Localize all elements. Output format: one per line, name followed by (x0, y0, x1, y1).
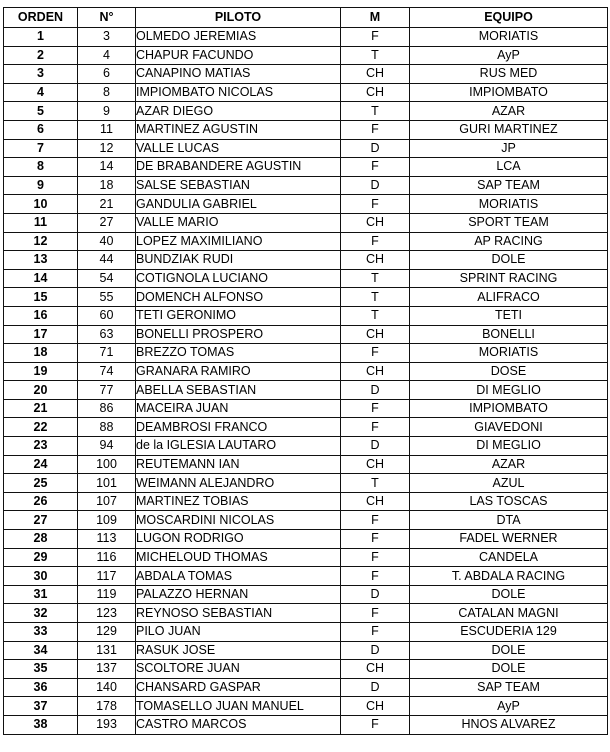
header-row (4, 8, 608, 28)
cell-num: 86 (78, 399, 136, 418)
cell-piloto: MACEIRA JUAN (136, 399, 341, 418)
cell-equipo: CANDELA (410, 548, 608, 567)
cell-equipo: HNOS ALVAREZ (410, 715, 608, 734)
cell-orden: 34 (4, 641, 78, 660)
cell-m: CH (341, 455, 410, 474)
table-row (4, 437, 608, 456)
cell-m: F (341, 623, 410, 642)
cell-orden: 14 (4, 269, 78, 288)
cell-m: F (341, 715, 410, 734)
cell-piloto: ABELLA SEBASTIAN (136, 381, 341, 400)
cell-orden: 35 (4, 660, 78, 679)
cell-m: CH (341, 697, 410, 716)
table-row (4, 195, 608, 214)
cell-num: 140 (78, 678, 136, 697)
cell-m: F (341, 567, 410, 586)
cell-m: CH (341, 325, 410, 344)
cell-equipo: AP RACING (410, 232, 608, 251)
table-row (4, 381, 608, 400)
cell-orden: 2 (4, 46, 78, 65)
cell-equipo: DOLE (410, 251, 608, 270)
cell-num: 40 (78, 232, 136, 251)
header-piloto: PILOTO (136, 8, 341, 28)
cell-equipo: MORIATIS (410, 344, 608, 363)
cell-equipo: ALIFRACO (410, 288, 608, 307)
cell-m: T (341, 102, 410, 121)
cell-m: D (341, 381, 410, 400)
cell-equipo: LCA (410, 158, 608, 177)
cell-orden: 29 (4, 548, 78, 567)
table-row (4, 176, 608, 195)
cell-equipo: DI MEGLIO (410, 381, 608, 400)
cell-orden: 25 (4, 474, 78, 493)
table-row (4, 492, 608, 511)
cell-m: F (341, 548, 410, 567)
cell-orden: 30 (4, 567, 78, 586)
table-row (4, 530, 608, 549)
cell-orden: 33 (4, 623, 78, 642)
table-row (4, 585, 608, 604)
cell-num: 4 (78, 46, 136, 65)
cell-m: D (341, 585, 410, 604)
cell-num: 44 (78, 251, 136, 270)
cell-equipo: GURI MARTINEZ (410, 120, 608, 139)
cell-equipo: AyP (410, 46, 608, 65)
table-row (4, 213, 608, 232)
cell-num: 100 (78, 455, 136, 474)
cell-equipo: SPORT TEAM (410, 213, 608, 232)
cell-orden: 19 (4, 362, 78, 381)
cell-m: T (341, 269, 410, 288)
cell-piloto: de la IGLESIA LAUTARO (136, 437, 341, 456)
cell-num: 14 (78, 158, 136, 177)
cell-piloto: CHANSARD GASPAR (136, 678, 341, 697)
cell-m: CH (341, 362, 410, 381)
cell-equipo: ESCUDERIA 129 (410, 623, 608, 642)
cell-m: CH (341, 83, 410, 102)
cell-m: F (341, 232, 410, 251)
cell-num: 54 (78, 269, 136, 288)
cell-orden: 31 (4, 585, 78, 604)
cell-m: F (341, 28, 410, 47)
cell-num: 63 (78, 325, 136, 344)
cell-orden: 38 (4, 715, 78, 734)
cell-equipo: AZUL (410, 474, 608, 493)
table-header (4, 8, 608, 28)
cell-piloto: MOSCARDINI NICOLAS (136, 511, 341, 530)
cell-equipo: DOLE (410, 641, 608, 660)
cell-piloto: SCOLTORE JUAN (136, 660, 341, 679)
cell-piloto: LUGON RODRIGO (136, 530, 341, 549)
cell-orden: 21 (4, 399, 78, 418)
table-row (4, 474, 608, 493)
cell-piloto: GRANARA RAMIRO (136, 362, 341, 381)
cell-equipo: FADEL WERNER (410, 530, 608, 549)
cell-orden: 37 (4, 697, 78, 716)
table-row (4, 28, 608, 47)
cell-num: 123 (78, 604, 136, 623)
table-row (4, 418, 608, 437)
cell-orden: 9 (4, 176, 78, 195)
cell-num: 71 (78, 344, 136, 363)
cell-equipo: TETI (410, 306, 608, 325)
cell-num: 137 (78, 660, 136, 679)
cell-orden: 23 (4, 437, 78, 456)
cell-num: 9 (78, 102, 136, 121)
cell-piloto: SALSE SEBASTIAN (136, 176, 341, 195)
cell-num: 3 (78, 28, 136, 47)
cell-orden: 1 (4, 28, 78, 47)
cell-equipo: IMPIOMBATO (410, 83, 608, 102)
table-body (4, 28, 608, 735)
cell-num: 116 (78, 548, 136, 567)
header-orden: ORDEN (4, 8, 78, 28)
cell-num: 60 (78, 306, 136, 325)
table-row (4, 269, 608, 288)
table-row (4, 120, 608, 139)
cell-m: T (341, 288, 410, 307)
table-row (4, 232, 608, 251)
cell-equipo: JP (410, 139, 608, 158)
cell-m: F (341, 511, 410, 530)
table-row (4, 511, 608, 530)
cell-equipo: DI MEGLIO (410, 437, 608, 456)
table-row (4, 623, 608, 642)
cell-m: D (341, 678, 410, 697)
cell-piloto: OLMEDO JEREMIAS (136, 28, 341, 47)
cell-num: 18 (78, 176, 136, 195)
cell-orden: 15 (4, 288, 78, 307)
cell-piloto: CANAPINO MATIAS (136, 65, 341, 84)
table-row (4, 325, 608, 344)
cell-m: D (341, 437, 410, 456)
cell-orden: 27 (4, 511, 78, 530)
cell-equipo: MORIATIS (410, 195, 608, 214)
cell-equipo: GIAVEDONI (410, 418, 608, 437)
cell-orden: 5 (4, 102, 78, 121)
table-row (4, 548, 608, 567)
cell-orden: 10 (4, 195, 78, 214)
cell-orden: 28 (4, 530, 78, 549)
cell-m: CH (341, 660, 410, 679)
cell-num: 94 (78, 437, 136, 456)
cell-m: D (341, 139, 410, 158)
cell-m: CH (341, 65, 410, 84)
cell-m: D (341, 641, 410, 660)
table-row (4, 641, 608, 660)
cell-orden: 20 (4, 381, 78, 400)
cell-m: F (341, 195, 410, 214)
cell-m: F (341, 418, 410, 437)
table-row (4, 46, 608, 65)
cell-equipo: CATALAN MAGNI (410, 604, 608, 623)
cell-orden: 4 (4, 83, 78, 102)
cell-equipo: DOLE (410, 585, 608, 604)
cell-m: CH (341, 213, 410, 232)
cell-num: 74 (78, 362, 136, 381)
table-row (4, 344, 608, 363)
cell-m: CH (341, 492, 410, 511)
cell-num: 6 (78, 65, 136, 84)
cell-num: 21 (78, 195, 136, 214)
cell-equipo: AZAR (410, 102, 608, 121)
cell-piloto: DE BRABANDERE AGUSTIN (136, 158, 341, 177)
cell-equipo: DTA (410, 511, 608, 530)
cell-equipo: SAP TEAM (410, 176, 608, 195)
cell-orden: 32 (4, 604, 78, 623)
cell-orden: 6 (4, 120, 78, 139)
cell-num: 178 (78, 697, 136, 716)
cell-orden: 22 (4, 418, 78, 437)
cell-piloto: REUTEMANN IAN (136, 455, 341, 474)
cell-m: CH (341, 251, 410, 270)
cell-m: F (341, 604, 410, 623)
cell-equipo: SPRINT RACING (410, 269, 608, 288)
cell-orden: 8 (4, 158, 78, 177)
cell-num: 88 (78, 418, 136, 437)
cell-num: 131 (78, 641, 136, 660)
cell-piloto: IMPIOMBATO NICOLAS (136, 83, 341, 102)
cell-orden: 3 (4, 65, 78, 84)
cell-piloto: GANDULIA GABRIEL (136, 195, 341, 214)
cell-orden: 17 (4, 325, 78, 344)
cell-orden: 24 (4, 455, 78, 474)
cell-num: 119 (78, 585, 136, 604)
cell-m: T (341, 306, 410, 325)
cell-num: 193 (78, 715, 136, 734)
cell-orden: 16 (4, 306, 78, 325)
cell-equipo: DOLE (410, 660, 608, 679)
table-row (4, 604, 608, 623)
cell-m: F (341, 158, 410, 177)
cell-piloto: REYNOSO SEBASTIAN (136, 604, 341, 623)
table-row (4, 83, 608, 102)
table-row (4, 362, 608, 381)
cell-num: 129 (78, 623, 136, 642)
table-row (4, 65, 608, 84)
cell-num: 55 (78, 288, 136, 307)
cell-m: D (341, 176, 410, 195)
table-row (4, 567, 608, 586)
cell-piloto: WEIMANN ALEJANDRO (136, 474, 341, 493)
cell-m: F (341, 530, 410, 549)
cell-piloto: ABDALA TOMAS (136, 567, 341, 586)
table-row (4, 102, 608, 121)
cell-piloto: DOMENCH ALFONSO (136, 288, 341, 307)
cell-equipo: AZAR (410, 455, 608, 474)
drivers-table (3, 7, 608, 735)
cell-orden: 36 (4, 678, 78, 697)
cell-piloto: DEAMBROSI FRANCO (136, 418, 341, 437)
cell-equipo: AyP (410, 697, 608, 716)
cell-piloto: PALAZZO HERNAN (136, 585, 341, 604)
cell-piloto: VALLE MARIO (136, 213, 341, 232)
cell-orden: 11 (4, 213, 78, 232)
cell-orden: 18 (4, 344, 78, 363)
cell-equipo: SAP TEAM (410, 678, 608, 697)
cell-piloto: BONELLI PROSPERO (136, 325, 341, 344)
cell-piloto: LOPEZ MAXIMILIANO (136, 232, 341, 251)
header-m: M (341, 8, 410, 28)
table-row (4, 139, 608, 158)
cell-piloto: AZAR DIEGO (136, 102, 341, 121)
cell-num: 107 (78, 492, 136, 511)
table-row (4, 306, 608, 325)
table-row (4, 660, 608, 679)
table-row (4, 399, 608, 418)
cell-orden: 26 (4, 492, 78, 511)
cell-piloto: VALLE LUCAS (136, 139, 341, 158)
cell-num: 12 (78, 139, 136, 158)
cell-num: 113 (78, 530, 136, 549)
header-num: N° (78, 8, 136, 28)
cell-piloto: TOMASELLO JUAN MANUEL (136, 697, 341, 716)
cell-m: T (341, 46, 410, 65)
cell-num: 8 (78, 83, 136, 102)
cell-piloto: PILO JUAN (136, 623, 341, 642)
cell-num: 27 (78, 213, 136, 232)
cell-piloto: MARTINEZ AGUSTIN (136, 120, 341, 139)
cell-equipo: T. ABDALA RACING (410, 567, 608, 586)
table-row (4, 678, 608, 697)
table-row (4, 251, 608, 270)
cell-m: F (341, 344, 410, 363)
cell-equipo: IMPIOMBATO (410, 399, 608, 418)
header-equipo: EQUIPO (410, 8, 608, 28)
cell-piloto: BREZZO TOMAS (136, 344, 341, 363)
cell-piloto: MICHELOUD THOMAS (136, 548, 341, 567)
cell-num: 109 (78, 511, 136, 530)
cell-equipo: MORIATIS (410, 28, 608, 47)
table-row (4, 715, 608, 734)
cell-piloto: CHAPUR FACUNDO (136, 46, 341, 65)
cell-m: F (341, 399, 410, 418)
cell-num: 77 (78, 381, 136, 400)
cell-piloto: BUNDZIAK RUDI (136, 251, 341, 270)
cell-num: 11 (78, 120, 136, 139)
cell-num: 101 (78, 474, 136, 493)
table-row (4, 455, 608, 474)
cell-piloto: MARTINEZ TOBIAS (136, 492, 341, 511)
table-row (4, 697, 608, 716)
cell-equipo: BONELLI (410, 325, 608, 344)
cell-orden: 13 (4, 251, 78, 270)
table-row (4, 158, 608, 177)
cell-piloto: COTIGNOLA LUCIANO (136, 269, 341, 288)
cell-equipo: DOSE (410, 362, 608, 381)
table-row (4, 288, 608, 307)
cell-piloto: CASTRO MARCOS (136, 715, 341, 734)
cell-m: T (341, 474, 410, 493)
cell-piloto: TETI GERONIMO (136, 306, 341, 325)
cell-num: 117 (78, 567, 136, 586)
cell-piloto: RASUK JOSE (136, 641, 341, 660)
cell-m: F (341, 120, 410, 139)
cell-equipo: LAS TOSCAS (410, 492, 608, 511)
cell-orden: 7 (4, 139, 78, 158)
cell-orden: 12 (4, 232, 78, 251)
cell-equipo: RUS MED (410, 65, 608, 84)
